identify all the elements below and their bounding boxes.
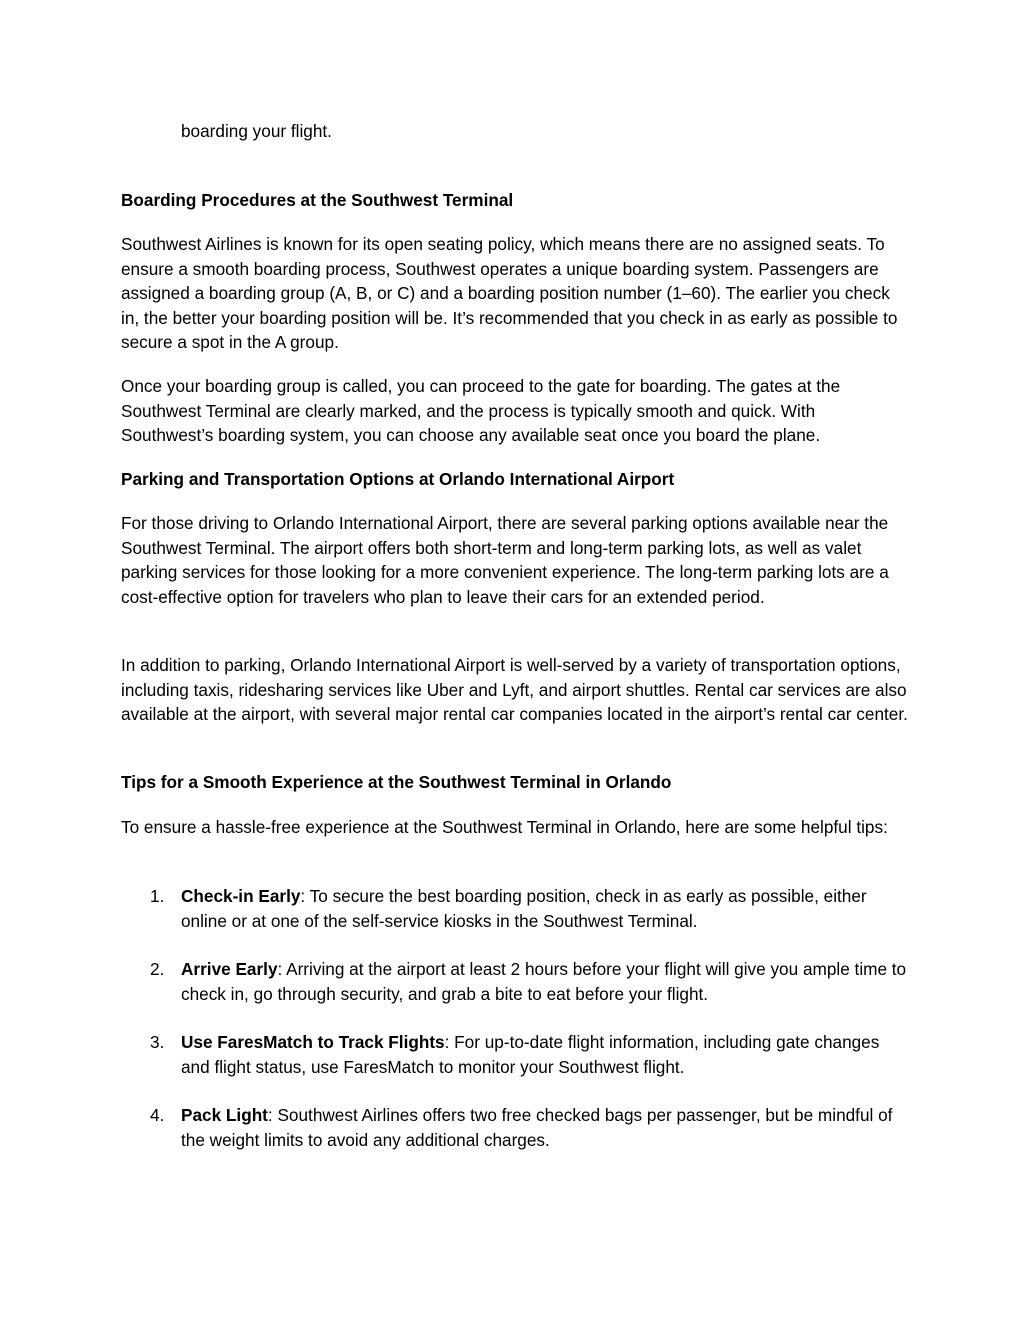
- section-heading-parking: Parking and Transportation Options at Orlando International Airport: [121, 469, 675, 489]
- tip-item-2: [150, 957, 911, 1006]
- tip-term: Arrive Early: [181, 959, 278, 979]
- paragraph-tips-intro: To ensure a hassle-free experience at the Southwest Terminal in Orlando, here are some helpful tips:: [121, 817, 888, 837]
- tip-term: Use FaresMatch to Track Flights: [181, 1032, 445, 1052]
- paragraph-boarding-gates: Once your boarding group is called, you can proceed to the gate for boarding. The gates at the Southwest Terminal are clearly marked, and the process is typically smooth and quick. With Southwest’s boarding system, you can choose any available seat once you board the plane.: [121, 376, 841, 445]
- tip-item-1: [150, 884, 911, 933]
- tip-term: Pack Light: [181, 1105, 268, 1125]
- paragraph-parking-options: For those driving to Orlando International Airport, there are several parking options available near the Southwest Terminal. The airport offers both short-term and long-term parking lots, as well as valet parking services for those looking for a more convenient experience. The long-term parking lots are a cost-effective option for travelers who plan to leave their cars for an extended period.: [121, 513, 889, 607]
- tip-number: 2.: [150, 959, 165, 979]
- section-heading-tips: Tips for a Smooth Experience at the Southwest Terminal in Orlando: [121, 772, 672, 792]
- section-heading-boarding: Boarding Procedures at the Southwest Terminal: [121, 190, 514, 210]
- tip-item-4: [150, 1103, 911, 1152]
- tip-text: : Southwest Airlines offers two free checked bags per passenger, but be mindful of the weight limits to avoid any additional charges.: [181, 1105, 893, 1150]
- tip-text: : To secure the best boarding position, check in as early as possible, either online or at one of the self-service kiosks in the Southwest Terminal.: [181, 886, 867, 931]
- tip-number: 3.: [150, 1032, 165, 1052]
- continuation-text: boarding your flight.: [181, 121, 332, 141]
- tip-text: : Arriving at the airport at least 2 hours before your flight will give you ample time to check in, go through security, and grab a bite to eat before your flight.: [181, 959, 907, 1004]
- tip-number: 1.: [150, 886, 165, 906]
- paragraph-boarding-policy: Southwest Airlines is known for its open seating policy, which means there are no assigned seats. To ensure a smooth boarding process, Southwest operates a unique boarding system. Passengers are assigned a boarding group (A, B, or C) and a boarding position number (1–60). The earlier you check in, the better your boarding position will be. It’s recommended that you check in as early as possible to secure a spot in the A group.: [121, 234, 898, 352]
- tip-text: : For up-to-date flight information, including gate changes and flight status, use FaresMatch to monitor your Southwest flight.: [181, 1032, 880, 1077]
- tip-item-3: [150, 1030, 911, 1079]
- tip-term: Check-in Early: [181, 886, 301, 906]
- tip-number: 4.: [150, 1105, 165, 1125]
- paragraph-transportation: In addition to parking, Orlando International Airport is well-served by a variety of transportation options, including taxis, ridesharing services like Uber and Lyft, and airport shuttles. Rental car services are also available at the airport, with several major rental car companies located in the airport’s rental car center.: [121, 655, 908, 724]
